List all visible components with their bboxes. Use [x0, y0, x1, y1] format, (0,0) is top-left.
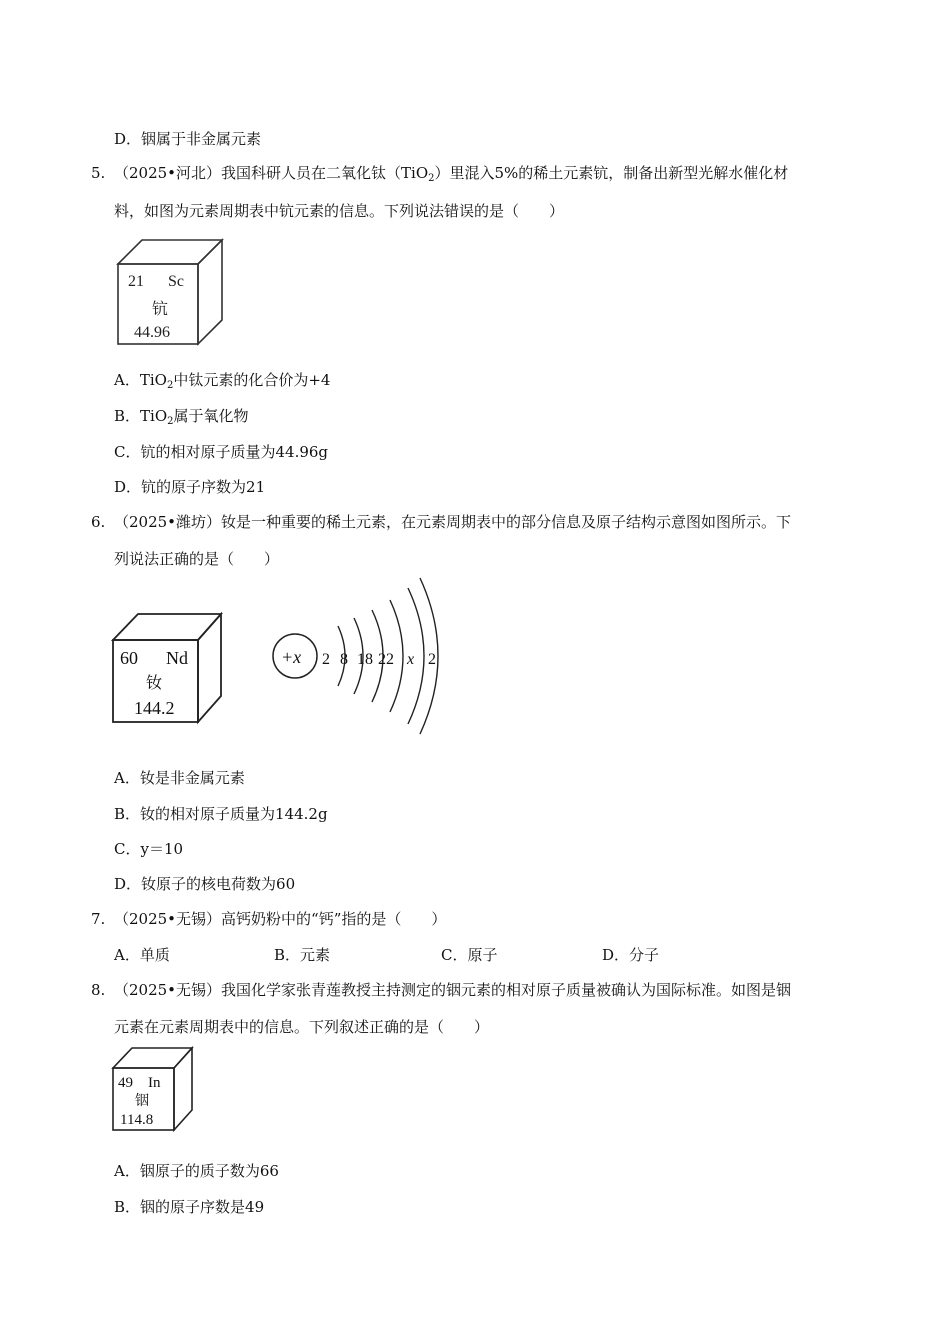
q5-cell-symbol: Sc [168, 273, 184, 290]
q6-option-c: C．y＝10 [114, 840, 184, 858]
atom-shell-label-6: 2 [428, 651, 436, 668]
q6-stem-line1: （2025•潍坊）钕是一种重要的稀土元素，在元素周期表中的部分信息及原子结构示意图如图所示。下 [114, 513, 792, 531]
q7-stem-line1: （2025•无锡）高钙奶粉中的“钙”指的是（ ） [114, 910, 447, 928]
q7-option-d: D．分子 [602, 946, 660, 964]
q8-element-cell-figure [108, 1044, 198, 1134]
q6-option-a: A．钕是非金属元素 [114, 769, 245, 787]
q5-option-a-pre: A．TiO [114, 371, 167, 389]
q5-number: 5. [91, 164, 106, 182]
q5-stem-line1-b: ）里混入5%的稀土元素钪，制备出新型光解水催化材 [434, 164, 789, 182]
q8-cell-name: 铟 [135, 1093, 149, 1109]
q8-option-b: B．铟的原子序数是49 [114, 1198, 265, 1216]
q8-cell-number: 49 [118, 1075, 133, 1091]
q5-stem-line2: 料，如图为元素周期表中钪元素的信息。下列说法错误的是（ ） [114, 202, 565, 220]
q6-cell-mass: 144.2 [134, 698, 175, 718]
q8-stem-line1: （2025•无锡）我国化学家张青莲教授主持测定的铟元素的相对原子质量被确认为国际标准。如图是铟 [114, 981, 792, 999]
atom-shell-label-2: 8 [340, 651, 348, 668]
q5-option-a-subscript: 2 [166, 380, 174, 391]
q8-cell-mass: 114.8 [120, 1112, 154, 1128]
q5-option-b-post: 属于氧化物 [173, 407, 249, 425]
q5-cell-number: 21 [128, 273, 144, 290]
q7-option-c: C．原子 [441, 946, 498, 964]
atom-shell-label-3: 18 [357, 651, 373, 668]
q6-atom-structure-figure [268, 574, 448, 740]
q5-option-a-post: 中钛元素的化合价为+4 [173, 371, 331, 389]
q5-stem-line1 [114, 163, 788, 183]
q5-element-cell-figure [112, 238, 228, 348]
q5-cell-name: 钪 [152, 299, 169, 318]
q8-stem-line2: 元素在元素周期表中的信息。下列叙述正确的是（ ） [114, 1018, 490, 1036]
q8-number: 8. [91, 981, 106, 999]
q5-option-d: D．钪的原子序数为21 [114, 478, 266, 496]
atom-nucleus-charge: +x [281, 647, 302, 667]
q5-stem-line1-a: （2025•河北）我国科研人员在二氧化钛（TiO [114, 164, 429, 182]
q5-option-c: C．钪的相对原子质量为44.96g [114, 443, 329, 461]
q6-cell-number: 60 [120, 648, 138, 668]
q5-option-b [114, 406, 249, 426]
q5-option-a [114, 370, 330, 390]
atom-shell-label-4: 22 [378, 651, 394, 668]
q6-cell-name: 钕 [146, 673, 163, 692]
q5-cell-mass: 44.96 [134, 324, 170, 341]
q7-option-b: B．元素 [274, 946, 331, 964]
atom-shell-label-5: x [407, 651, 415, 668]
q6-stem-line2: 列说法正确的是（ ） [114, 550, 280, 568]
q5-option-b-subscript: 2 [167, 416, 174, 427]
q6-number: 6. [91, 513, 106, 531]
q8-cell-symbol: In [148, 1075, 161, 1091]
q6-option-b: B．钕的相对原子质量为144.2g [114, 805, 328, 823]
q6-cell-symbol: Nd [166, 648, 188, 668]
atom-shell-label-1: 2 [322, 651, 330, 668]
q4-option-d: D．铟属于非金属元素 [114, 130, 262, 148]
q6-element-cell-figure [108, 610, 228, 726]
q6-option-d: D．钕原子的核电荷数为60 [114, 875, 296, 893]
q7-number: 7. [91, 910, 106, 928]
q5-stem-subscript: 2 [428, 173, 435, 184]
q8-option-a: A．铟原子的质子数为66 [114, 1162, 279, 1180]
q5-option-b-pre: B．TiO [114, 407, 168, 425]
q7-option-a: A．单质 [114, 946, 170, 964]
